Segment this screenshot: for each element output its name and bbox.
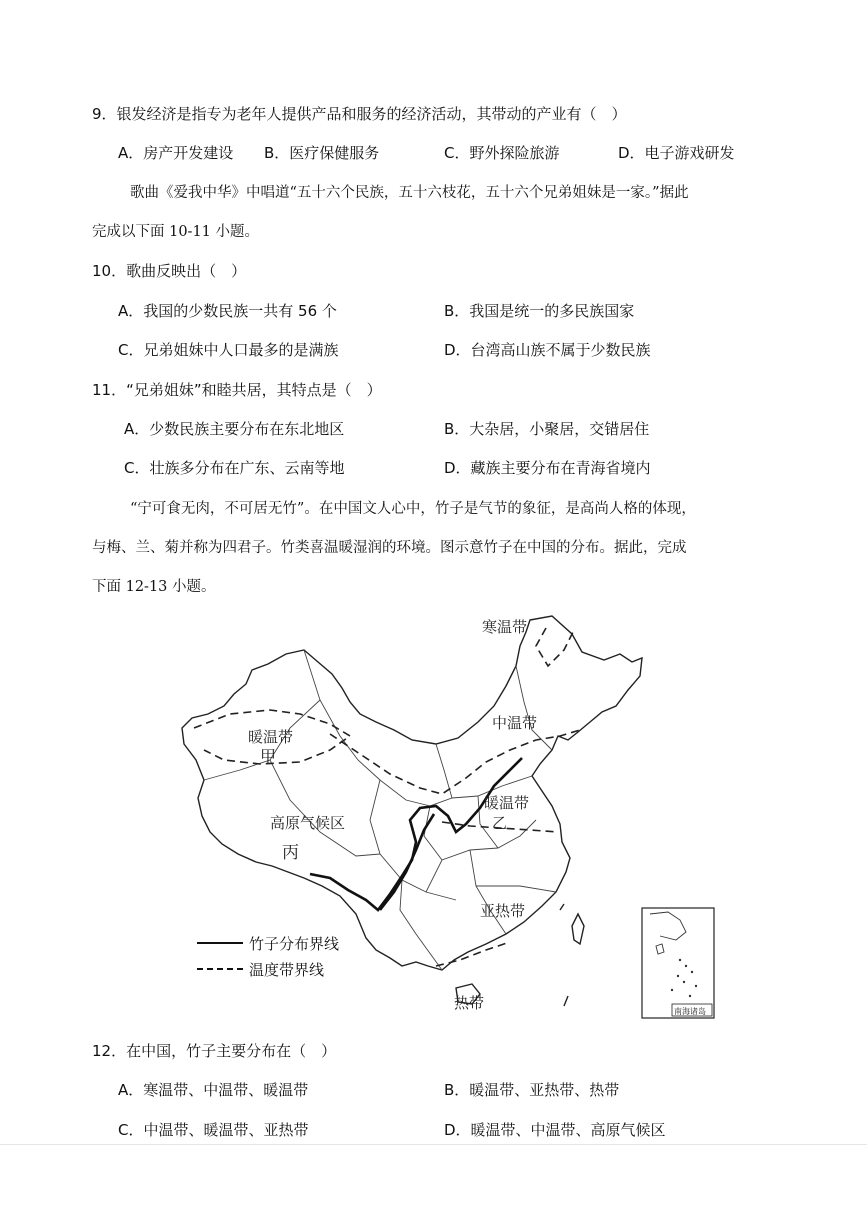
q11-option-d: D．藏族主要分布在青海省境内: [444, 459, 651, 477]
q11-option-b: B．大杂居，小聚居，交错居住: [444, 420, 650, 438]
q9-option-a: A．房产开发建设: [118, 144, 234, 162]
label-cold-zone: 寒温带: [482, 618, 528, 636]
q10-option-d: D．台湾高山族不属于少数民族: [444, 341, 651, 359]
label-subtropical-zone: 亚热带: [480, 902, 526, 920]
label-yi: 乙: [492, 814, 508, 832]
label-tropical-zone: 热带: [454, 994, 485, 1012]
q9-option-d: D．电子游戏研发: [618, 144, 735, 162]
q12-option-a: A．寒温带、中温带、暖温带: [118, 1081, 309, 1099]
legend-label-bamboo: 竹子分布界线: [249, 934, 340, 953]
q11-option-a: A．少数民族主要分布在东北地区: [124, 420, 345, 438]
q11-stem: 11．“兄弟姐妹”和睦共居，其特点是（ ）: [92, 381, 382, 399]
map-legend: [197, 930, 339, 982]
q9-option-b: B．医疗保健服务: [264, 144, 380, 162]
q12-stem: 12．在中国，竹子主要分布在（ ）: [92, 1042, 337, 1060]
q12-option-c: C．中温带、暖温带、亚热带: [118, 1121, 309, 1139]
q10-option-a: A．我国的少数民族一共有 56 个: [118, 302, 337, 320]
page-bottom-divider: [0, 1144, 867, 1145]
legend-dashed-line-icon: [197, 968, 243, 970]
label-warm-zone-east: 暖温带: [484, 794, 530, 812]
q10-option-b: B．我国是统一的多民族国家: [444, 302, 635, 320]
china-outline: [182, 616, 642, 970]
label-mid-zone: 中温带: [492, 714, 538, 732]
intro2-line2: 与梅、兰、菊并称为四君子。竹类喜温暖湿润的环境。图示意竹子在中国的分布。据此，完成: [92, 540, 687, 556]
intro2-line1: “宁可食无肉，不可居无竹”。在中国文人心中，竹子是气节的象征，是高尚人格的体现，: [130, 501, 696, 517]
label-warm-zone-west: 暖温带: [248, 728, 294, 746]
legend-label-temp: 温度带界线: [249, 960, 325, 979]
legend-item-temp: [197, 956, 339, 982]
q9-option-c: C．野外探险旅游: [444, 144, 560, 162]
taiwan-island: [572, 914, 584, 944]
q9-stem: 9．银发经济是指专为老年人提供产品和服务的经济活动，其带动的产业有（ ）: [92, 105, 627, 123]
q10-stem: 10．歌曲反映出（ ）: [92, 262, 247, 280]
intro1-line1: 歌曲《爱我中华》中唱道“五十六个民族，五十六枝花，五十六个兄弟姐妹是一家。”据此: [130, 185, 689, 201]
south-china-sea-inset: [642, 908, 714, 1018]
legend-solid-line-icon: [197, 942, 243, 944]
label-plateau-zone: 高原气候区: [270, 814, 346, 832]
legend-item-bamboo: [197, 930, 339, 956]
label-jia: 甲: [260, 747, 277, 766]
intro2-line3: 下面 12-13 小题。: [92, 579, 216, 595]
inset-label: 南海诸岛: [674, 1007, 706, 1016]
q11-option-c: C．壮族多分布在广东、云南等地: [124, 459, 345, 477]
island-mark: [564, 996, 568, 1006]
q12-option-b: B．暖温带、亚热带、热带: [444, 1081, 620, 1099]
label-bing: 丙: [282, 843, 299, 863]
island-mark: [560, 904, 564, 910]
q10-option-c: C．兄弟姐妹中人口最多的是满族: [118, 341, 339, 359]
q12-option-d: D．暖温带、中温带、高原气候区: [444, 1121, 666, 1139]
intro1-line2: 完成以下面 10-11 小题。: [92, 224, 260, 240]
